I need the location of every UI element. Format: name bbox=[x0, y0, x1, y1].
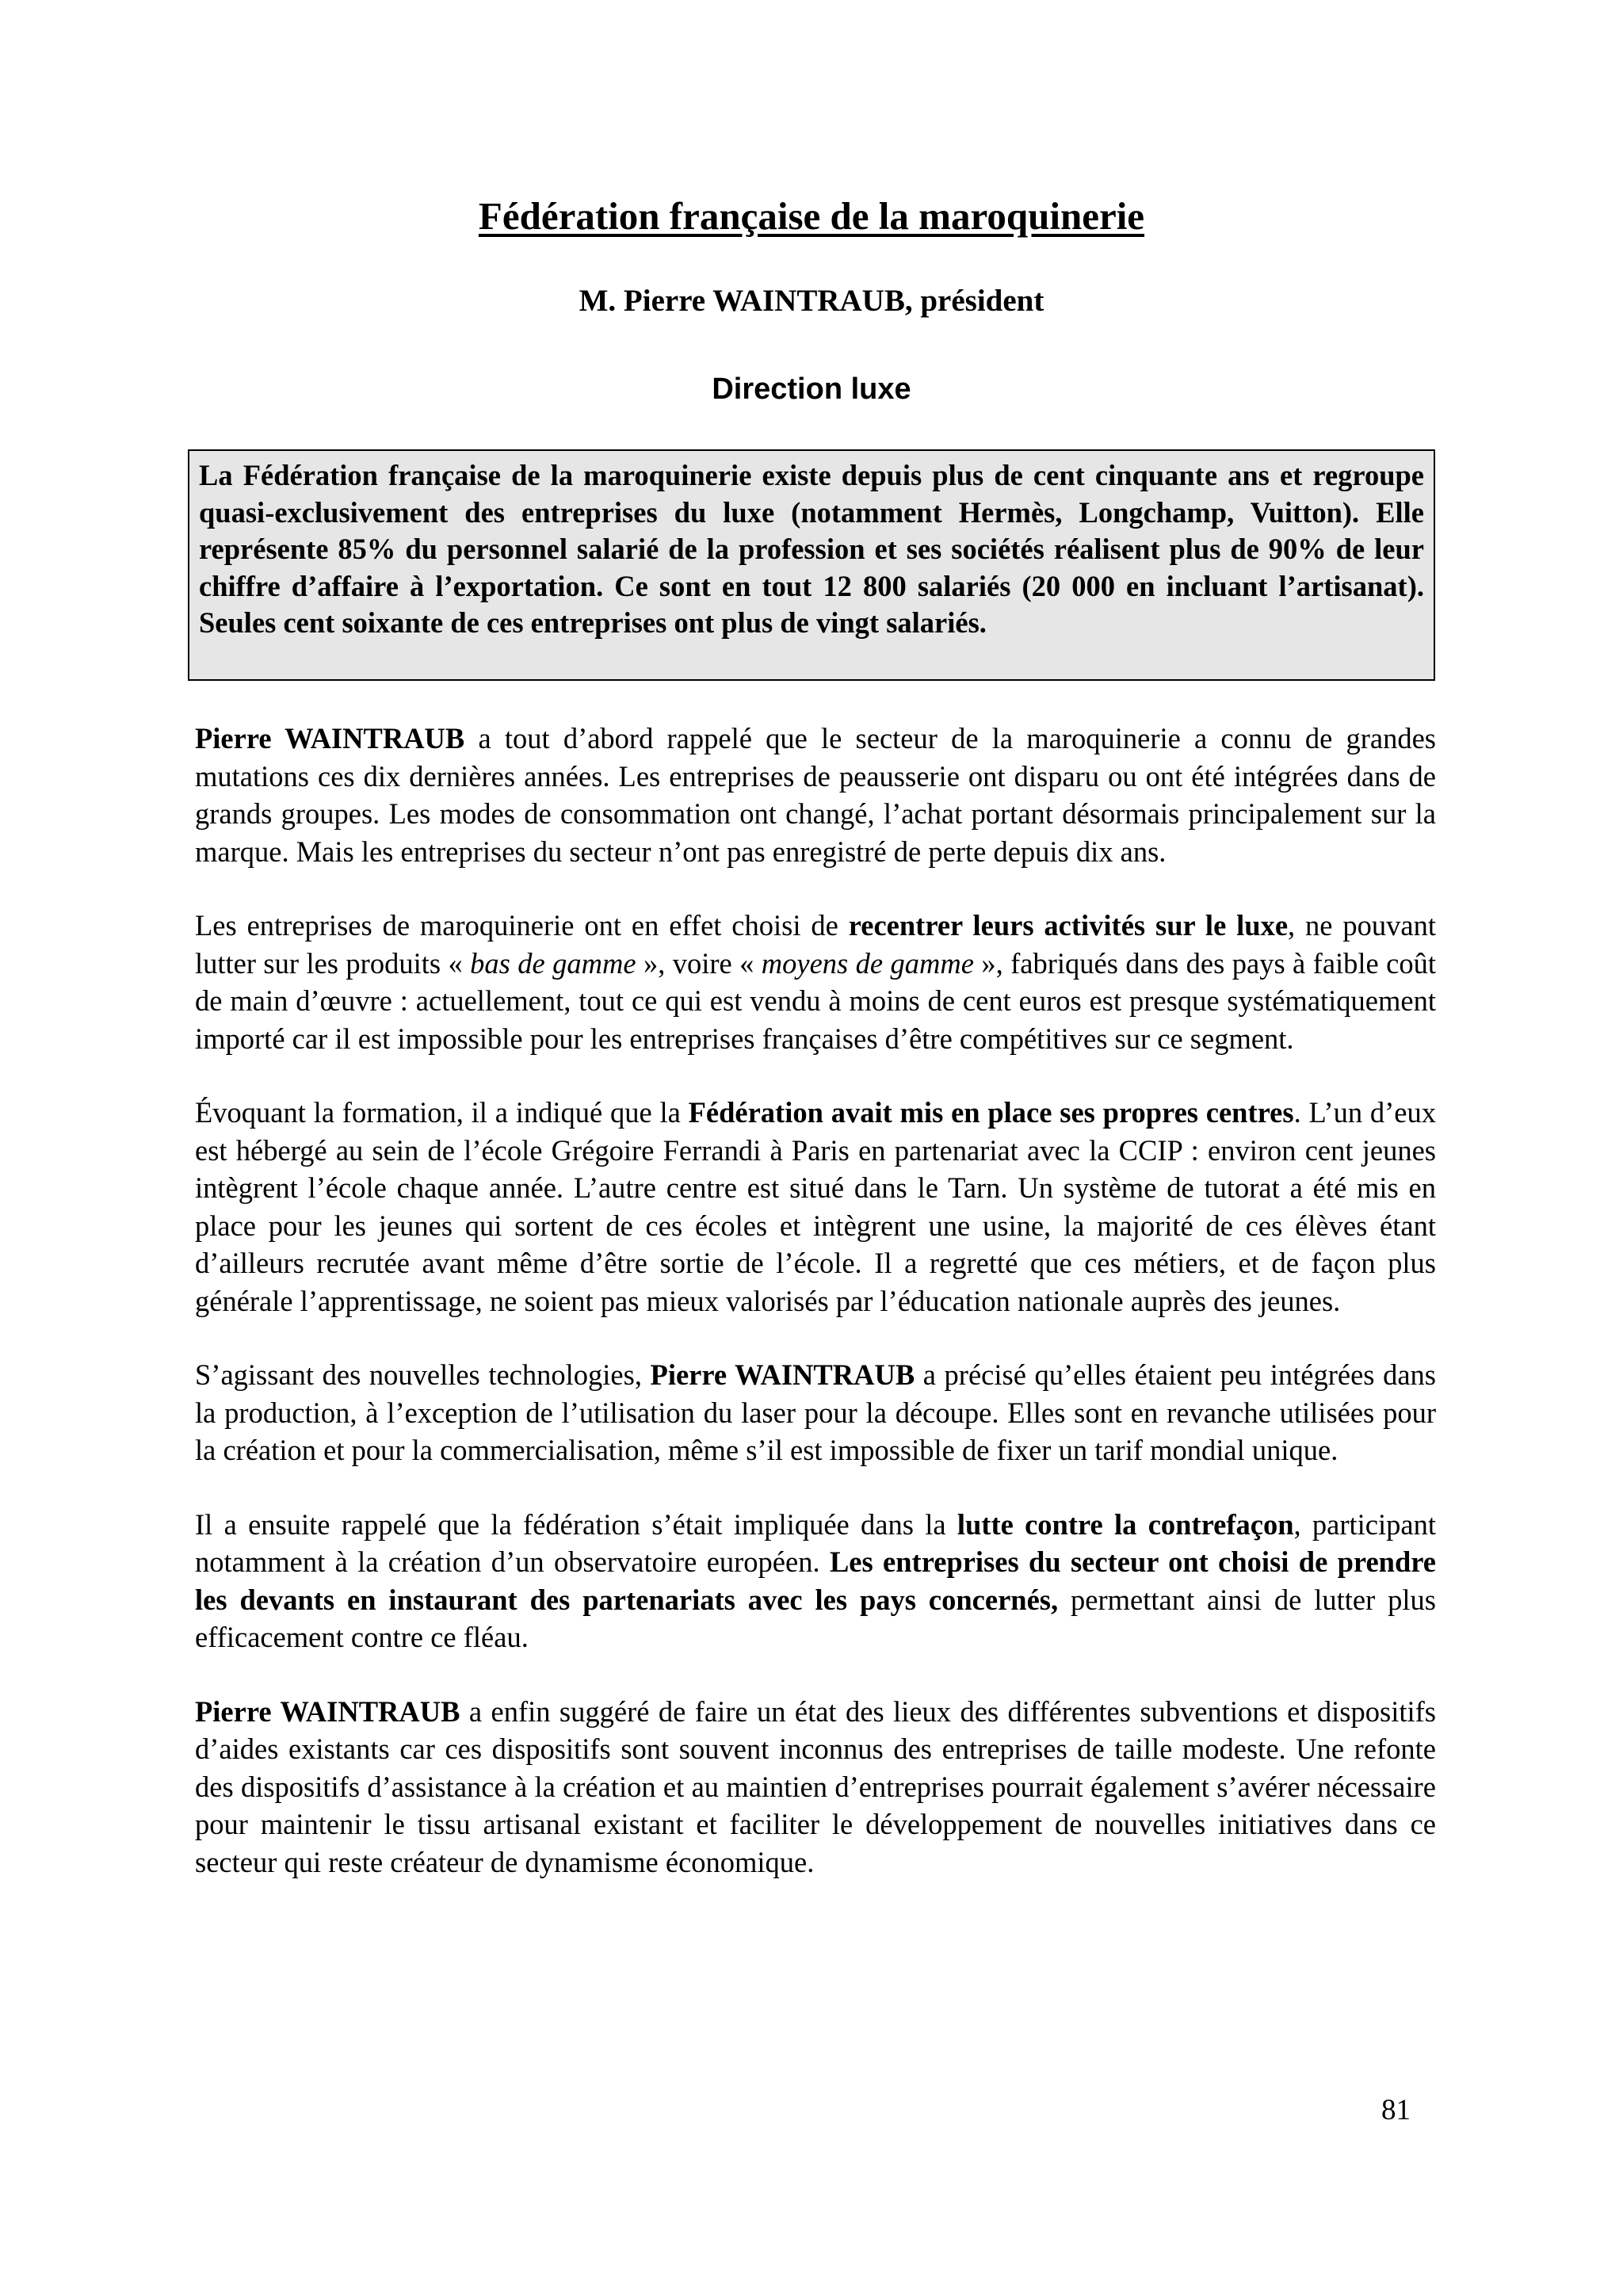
paragraph-4 bbox=[195, 1356, 1436, 1469]
speaker-bold: Pierre WAINTRAUB bbox=[195, 1694, 460, 1728]
emphasis-bold: lutte contre la contrefaçon bbox=[957, 1507, 1294, 1541]
paragraph-text: Les entreprises de maroquinerie ont en effet choisi de bbox=[195, 909, 849, 942]
speaker-bold: Pierre WAINTRAUB bbox=[650, 1358, 915, 1391]
page-title: Fédération française de la maroquinerie bbox=[478, 194, 1145, 238]
summary-text: La Fédération française de la maroquinerie existe depuis plus de cent cinquante ans et regroupe quasi-exclusivement des entreprises du luxe (notamment Hermès, Longchamp, Vuitton). Elle représente 85% du personnel salarié de la profession et ses sociétés réalisent plus de 90% de leur chiffre d’affaire à l’exportation. Ce sont en tout 12 800 salariés (20 000 en incluant l’artisanat). Seules cent soixante de ces entreprises ont plus de vingt salariés. bbox=[199, 459, 1424, 639]
section-heading: Direction luxe bbox=[712, 372, 911, 406]
paragraph-text: a précisé qu’elles étaient peu intégrées dans la production, à l’exception de l’utilisation du laser pour la découpe. Elles sont en revanche utilisées pour la création et pour la commercialisation, même s’il est impossible de fixer un tarif mondial unique. bbox=[195, 1358, 1436, 1466]
page-number: 81 bbox=[1381, 2094, 1411, 2126]
speaker-name: M. Pierre WAINTRAUB, président bbox=[579, 284, 1044, 318]
paragraph-text: S’agissant des nouvelles technologies, bbox=[195, 1358, 651, 1391]
paragraph-1 bbox=[195, 720, 1436, 870]
paragraph-text: », fabriqués dans des pays à faible coût de main d’œuvre : actuellement, tout ce qui est vendu à moins de cent euros est presque systématiquement importé car il est impossible pour les entreprises françaises d’être compétitives sur ce segment. bbox=[195, 946, 1437, 1055]
emphasis-bold: Fédération avait mis en place ses propres centres bbox=[688, 1096, 1294, 1129]
paragraph-text: Évoquant la formation, il a indiqué que la bbox=[195, 1096, 689, 1129]
summary-box bbox=[188, 449, 1435, 681]
paragraph-5 bbox=[195, 1506, 1436, 1656]
emphasis-italic: bas de gamme bbox=[470, 946, 636, 980]
body-text bbox=[195, 720, 1436, 1917]
emphasis-italic: moyens de gamme bbox=[761, 946, 974, 980]
emphasis-bold: recentrer leurs activités sur le luxe bbox=[848, 909, 1289, 942]
paragraph-text: permettant ainsi de lutter plus efficacement contre ce fléau. bbox=[195, 1583, 1436, 1653]
paragraph-text: Il a ensuite rappelé que la fédération s’était impliquée dans la bbox=[195, 1507, 957, 1541]
paragraph-text: . L’un d’eux est hébergé au sein de l’école Grégoire Ferrandi à Paris en partenariat avec la CCIP : environ cent jeunes intègrent l’école chaque année. L’autre centre est situé dans le Tarn. Un système de tutorat a été mis en place pour les jeunes qui sortent de ces écoles et intègrent une usine, la majorité de ces élèves étant d’ailleurs recrutée avant même d’être sortie de l’école. Il a regretté que ces métiers, et de façon plus générale l’apprentissage, ne soient pas mieux valorisés par l’éducation nationale auprès des jeunes. bbox=[195, 1096, 1436, 1317]
paragraph-text: , participant notamment à la création d’un observatoire européen. bbox=[195, 1507, 1436, 1578]
paragraph-text: , ne pouvant lutter sur les produits « bbox=[195, 909, 1436, 980]
emphasis-bold: Les entreprises du secteur ont choisi de prendre les devants en instaurant des partenariats avec les pays concernés, bbox=[195, 1545, 1437, 1616]
speaker-bold: Pierre WAINTRAUB bbox=[195, 722, 465, 755]
paragraph-text: », voire « bbox=[636, 946, 762, 980]
paragraph-text: a enfin suggéré de faire un état des lieux des différentes subventions et dispositifs d’aides existants car ces dispositifs sont souvent inconnus des entreprises de taille modeste. Une refonte des dispositifs d’assistance à la création et au maintien d’entreprises pourrait également s’avérer nécessaire pour maintenir le tissu artisanal existant et faciliter le développement de nouvelles initiatives dans ce secteur qui reste créateur de dynamisme économique. bbox=[195, 1694, 1436, 1878]
paragraph-text: a tout d’abord rappelé que le secteur de la maroquinerie a connu de grandes mutations ces dix dernières années. Les entreprises de peausserie ont disparu ou ont été intégrées dans de grands groupes. Les modes de consommation ont changé, l’achat portant désormais principalement sur la marque. Mais les entreprises du secteur n’ont pas enregistré de perte depuis dix ans. bbox=[195, 722, 1436, 868]
paragraph-3 bbox=[195, 1094, 1436, 1320]
paragraph-6 bbox=[195, 1693, 1436, 1881]
paragraph-2 bbox=[195, 907, 1436, 1057]
